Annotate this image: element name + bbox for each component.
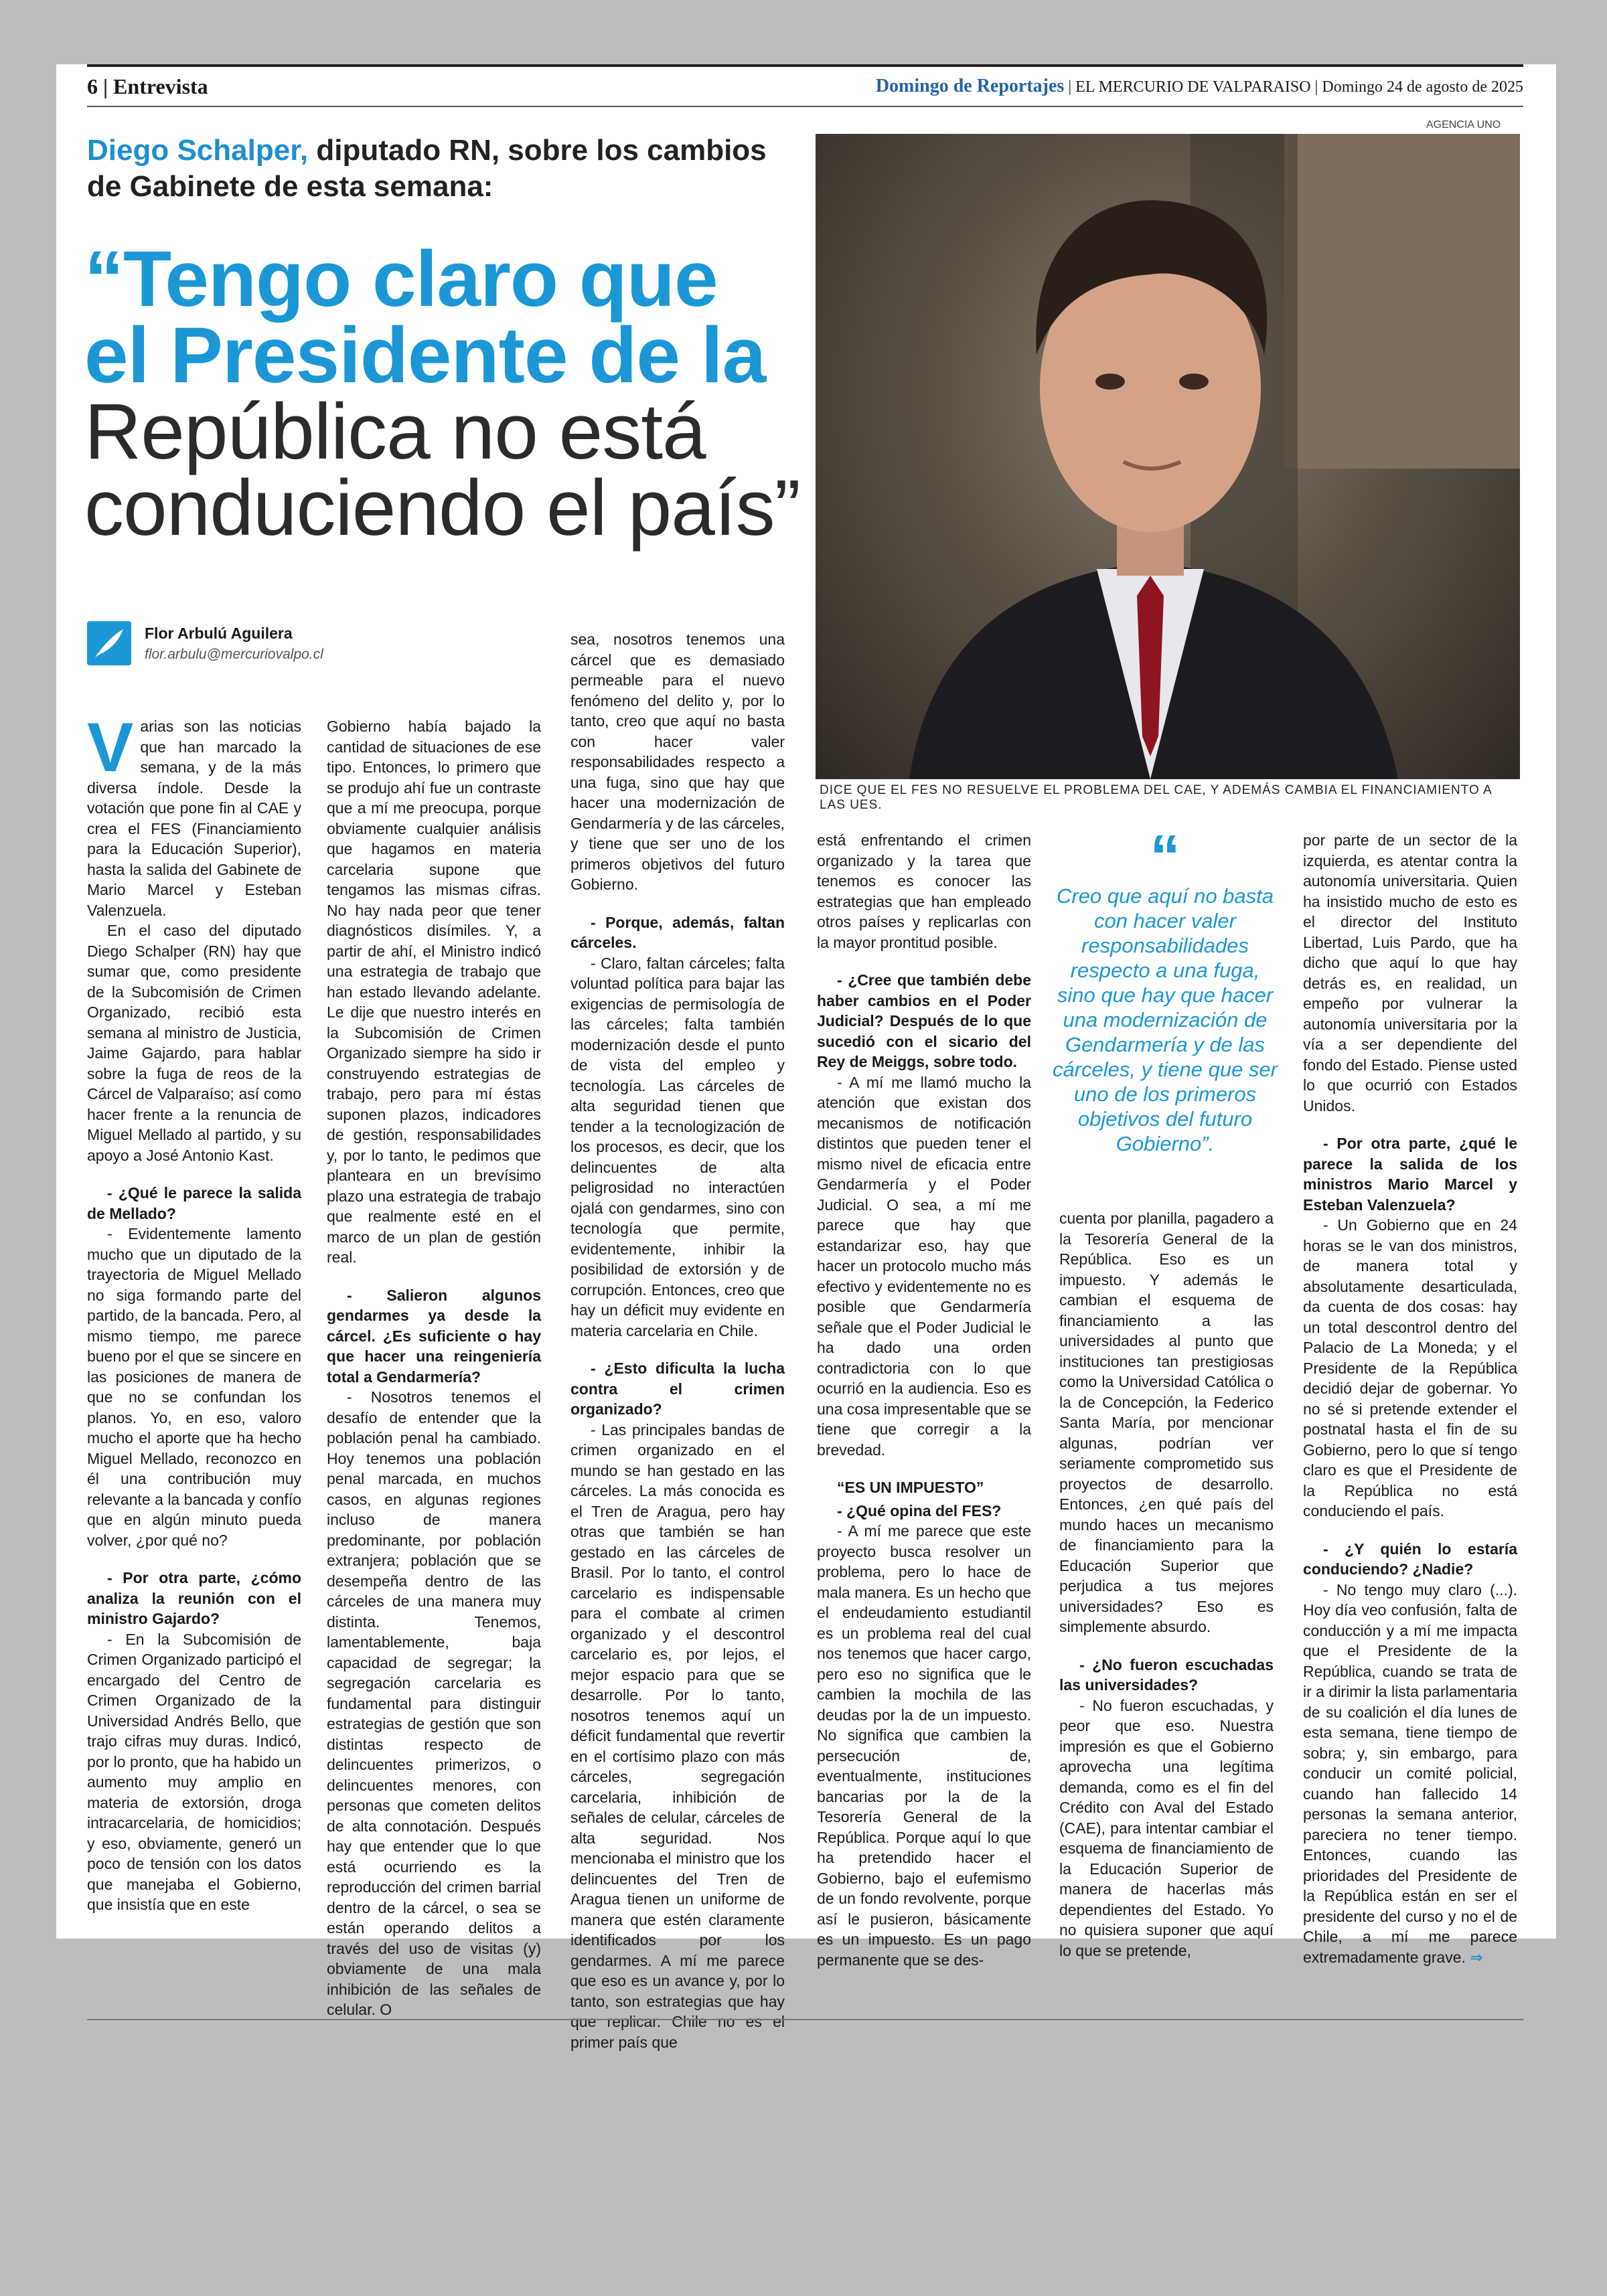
question: - ¿Y quién lo estaría conduciendo? ¿Nadie? <box>1303 1540 1517 1578</box>
section-label: 6 | Entrevista <box>87 74 208 98</box>
question: - Por otra parte, ¿cómo analiza la reunión con el ministro Gajardo? <box>87 1569 301 1627</box>
article-column-5: cuenta por planilla, pagadero a la Tesorería General de la República. Eso es un impuesto. Y además le cambian el esquema de financiamiento a las universidades al punto que instituciones tan prestigiosas como la Universidad Católica o la de Concepción, la Federico Santa María, por mencionar algunas, podrían ver seriamente comprometido sus proyectos de desarrollo. Entonces, ¿en qué país del mundo haces un mecanismo de financiamiento para la Educación Superior que perjudica a tus mejores universidades? Eso es simplemente absurdo. - ¿No fueron escuchadas las universidades? - No fueron escuchadas, y peor que eso. Nuestra impresión es que el Gobierno aprovecha una legítima demanda, como es el fin del Crédito con Aval del Estado (CAE), para intentar cambiar el esquema de financiamiento de la Educación Superior de manera de hacerlas más dependientes del Estado. Yo no quisiera suponer que aquí lo que se pretende, <box>1059 1210 1274 1959</box>
portrait-photo <box>816 134 1520 779</box>
drop-cap: V <box>87 709 134 787</box>
article-column-2: Gobierno había bajado la cantidad de situaciones de ese tipo. Entonces, lo primero que se produjo ahí fue un contraste que a mí me preocupa, porque obviamente cualquier análisis que hagamos en materia carcelaria supone que tengamos las mismas cifras. No hay nada peor que tener diagnósticos disímiles. Y, a partir de ahí, el Ministro indicó una estrategia de trabajo que han estado llevando adelante. Le dije que nuestro interés en la Subcomisión de Crimen Organizado siempre ha sido ir construyendo estrategias de trabajo, pero para mí éstas suponen plazos, indicadores de gestión, responsabilidades y, por lo tanto, le pedimos que planteara en un brevísimo plazo una estrategia de trabajo que realmente esté en el marco de un plan de gestión real. - Salieron algunos gendarmes ya desde la cárcel. ¿Es suficiente o hay que hacer una reingeniería total a Gendarmería? - Nosotros tenemos el desafío de entender que la población penal ha cambiado. Hoy tenemos una población penal marcada, en muchos casos, en algunas regiones incluso de manera predominante, por población extranjera; población que se desempeña dentro de las cárceles de una manera muy distinta. Tenemos, lamentablemente, baja capacidad de segregar; la segregación carcelaria es fundamental para distinguir estrategias de gestión que son distintas respecto de delincuentes primerizos, o delincuentes menores, con personas que cometen delitos de alta connotación. Después hay que entender que lo que está ocurriendo es la reproducción del crimen barrial dentro de la cárcel, o sea se están operando delitos a través del uso de visitas (y) obviamente de una mala inhibición de las señales de celular. O <box>327 718 541 2018</box>
question: - ¿No fueron escuchadas las universidades? <box>1059 1655 1274 1694</box>
article-column-4: está enfrentando el crimen organizado y la tarea que tenemos es conocer las estrategias que han empleado otros países y replicarlas con la mayor prontitud posible. - ¿Cree que también debe haber cambios en el Poder Judicial? Después de lo que sucedió con el sicario del Rey de Meiggs, sobre todo. - A mí me llamó mucho la atención que existan dos mecanismos de notificación distintos que pueden tener el mismo nivel de eficacia entre Gendarmería y el Poder Judicial. O sea, a mí me parece que hay que estandarizar eso, hay que hacer un protocolo mucho más efectivo y evidentemente no es posible que Gendarmería señale que el Poder Judicial le ha dado una orden contradictoria con lo que ocurrió en la audiencia. Eso es una cosa impresentable que se tiene que corregir a la brevedad. “ES UN IMPUESTO” - ¿Qué opina del FES? - A mí me parece que este proyecto busca resolver un problema, pero lo hace de mala manera. Es un hecho que el endeudamiento estudiantil es un problema real del cual nos tenemos que hacer cargo, pero eso no significa que le cambien la mochila de las deudas por la de un impuesto. No significa que cambien la persecución de, eventualmente, instituciones bancarias por la de la Tesorería General de la República. Porque aquí lo que ha pretendido hacer el Gobierno, bajo el eufemismo de un fondo revolvente, porque así le pusieron, básicamente es un impuesto. Es un pago permanente que se des- <box>817 831 1031 1969</box>
question: - ¿Qué le parece la salida de Mellado? <box>87 1184 301 1222</box>
continue-arrow-icon: ⇒ <box>1470 1948 1483 1966</box>
question: - Porque, además, faltan cárceles. <box>570 913 785 951</box>
article-column-3: sea, nosotros tenemos una cárcel que es demasiado permeable para el nuevo fenómeno del delito y, por lo tanto, creo que aquí no basta con hacer valer responsabilidades respecto a una fuga, sino que hay que hacer una modernización de Gendarmería y de las cárceles, y tiene que ser uno de los primeros objetivos del futuro Gobierno. - Porque, además, faltan cárceles. - Claro, faltan cárceles; falta voluntad política para bajar las exigencias de permisología de las cárceles; falta también modernización desde el punto de vista del empleo y tecnología. Las cárceles de alta seguridad tienen que tender a la tecnologización de los procesos, es decir, que los delincuentes de alta peligrosidad no interactúen ojalá con gendarmes, sino con tecnología que permite, evidentemente, inhibir la posibilidad de extorsión y de corrupción. Entonces, creo que hay un déficit muy evidente en materia carcelaria en Chile. - ¿Esto dificulta la lucha contra el crimen organizado? - Las principales bandas de crimen organizado en el mundo se han gestado en las cárceles. La más conocida es el Tren de Aragua, pero hay otras que también se han gestado en las cárceles de Brasil. Por lo tanto, el control carcelario es indispensable para el combate al crimen organizado y el descontrol carcelario es, por lejos, el mejor espacio para que se desarrolle. Por lo tanto, nosotros tenemos aquí un déficit fundamental que revertir en el cortísimo plazo con más cárceles, segregación carcelaria, inhibición de señales de celular, cárceles de alta seguridad. Nos mencionaba el ministro que los delincuentes del Tren de Aragua tienen un uniforme de manera que estén claramente identificados por los gendarmes. A mí me parece que eso es un avance y, por lo tanto, son estrategias que hay que replicar. Chile no es el primer país que <box>570 631 785 2051</box>
question: - ¿Esto dificulta la lucha contra el crimen organizado? <box>570 1360 785 1418</box>
byline <box>87 621 323 665</box>
quill-icon <box>87 621 131 665</box>
bottom-rule <box>87 2019 1523 2020</box>
article-column-6: por parte de un sector de la izquierda, es atentar contra la autonomía universitaria. Quien ha insistido mucho de esto es el director del Instituto Libertad, Luis Pardo, que ha dicho que aquí lo que hay detrás es, en realidad, un empeño por vulnerar la autonomía universitaria por la vía a ser dependiente del fondo del Estado. Piense usted lo que ocurrió con Estados Unidos. - Por otra parte, ¿qué le parece la salida de los ministros Mario Marcel y Esteban Valenzuela? - Un Gobierno que en 24 horas se le van dos ministros, de manera total y absolutamente desarticulada, da cuenta de dos cosas: hay un total descontrol dentro del Palacio de La Moneda; y el Presidente de la República decidió dejar de gobernar. Yo no sé si pretende extender el postnatal hasta el fin de su Gobierno, pero lo que sí tengo claro es que el Presidente de la República no está conduciendo el país. - ¿Y quién lo estaría conduciendo? ¿Nadie? - No tengo muy claro (...). Hoy día veo confusión, falta de conducción y a mí me impacta que el Presidente de la República, cuando se trata de ir a dirimir la lista parlamentaria de su coalición el día lunes de esta semana, tiene tiempo de sobra; y, sin embargo, para conducir un comité policial, cuando han fallecido 14 personas la semana anterior, pareciera no tener tiempo. Entonces, cuando las prioridades del Presidente de la República están en ser el presidente del curso y no el de Chile, a mí me parece extremadamente grave. ⇒ <box>1303 831 1517 1966</box>
masthead-info: Domingo de Reportajes | EL MERCURIO DE VALPARAISO | Domingo 24 de agosto de 2025 <box>875 76 1523 96</box>
question: - Por otra parte, ¿qué le parece la salida de los ministros Mario Marcel y Esteban Valenzuela? <box>1303 1135 1517 1214</box>
pull-quote: “ Creo que aquí no basta con hacer valer responsabilidades respecto a una fuga, sino que hay que hacer una modernización de Gendarmería y de las cárceles, y tiene que ser uno de los primeros objetivos del futuro Gobierno”. <box>1052 823 1278 1155</box>
quote-icon: “ <box>1150 823 1180 890</box>
author-name: Flor Arbulú Aguilera <box>145 624 293 642</box>
article-column-1: Varias son las noticias que han marcado la semana, y de la más diversa índole. Desde la votación que pone fin al CAE y crea el FES (Financiamiento para la Educación Superior), hasta la salida del Gabinete de Mario Marcel y Esteban Valenzuela. En el caso del diputado Diego Schalper (RN) hay que sumar que, como presidente de la Subcomisión de Crimen Organizado, recibió esta semana al ministro de Justicia, Jaime Gajardo, para hablar sobre la fuga de reos de la Cárcel de Valparaíso; así como hacer frente a la renuncia de Miguel Mellado al partido, y su apoyo a José Antonio Kast. - ¿Qué le parece la salida de Mellado? - Evidentemente lamento mucho que un diputado de la trayectoria de Miguel Mellado no siga formando parte del partido, de la bancada. Pero, al mismo tiempo, me parece bueno por el que se sincere en las posiciones de manera de que no se confundan los planos. Yo, en eso, valoro mucho el aporte que ha hecho Miguel Mellado, reconozco en él una contribución muy relevante a la bancada y confío que en algún minuto pueda volver, ¿por qué no? - Por otra parte, ¿cómo analiza la reunión con el ministro Gajardo? - En la Subcomisión de Crimen Organizado participó el encargado del Centro de Crimen Organizado de la Universidad Andrés Bello, que trajo cifras muy duras. Indicó, por lo pronto, que ha habido un aumento muy amplio en materia de extorsión, droga intracarcelaria, de homicidios; y eso, obviamente, generó un poco de tensión con los datos que manejaba el Gobierno, que insistía que en este <box>87 709 301 1913</box>
author-email: flor.arbulu@mercuriovalpo.cl <box>145 646 323 662</box>
headline: “Tengo claro que el Presidente de la República no está conduciendo el país” <box>84 235 800 552</box>
photo-credit: AGENCIA UNO <box>1426 119 1501 131</box>
question: - ¿Cree que también debe haber cambios en el Poder Judicial? Después de lo que sucedió con el sicario del Rey de Meiggs, sobre todo. <box>817 971 1031 1070</box>
photo-caption: DICE QUE EL FES NO RESUELVE EL PROBLEMA DEL CAE, Y ADEMÁS CAMBIA EL FINANCIAMIENTO A LAS UES. <box>820 783 1492 812</box>
question: - ¿Qué opina del FES? <box>837 1501 1002 1520</box>
question: - Salieron algunos gendarmes ya desde la cárcel. ¿Es suficiente o hay que hacer una reingeniería total a Gendarmería? <box>327 1286 541 1386</box>
kicker: Diego Schalper, diputado RN, sobre los cambios de Gabinete de esta semana: <box>87 134 767 203</box>
page-header <box>87 64 1523 107</box>
subhead: “ES UN IMPUESTO” <box>837 1479 984 1496</box>
